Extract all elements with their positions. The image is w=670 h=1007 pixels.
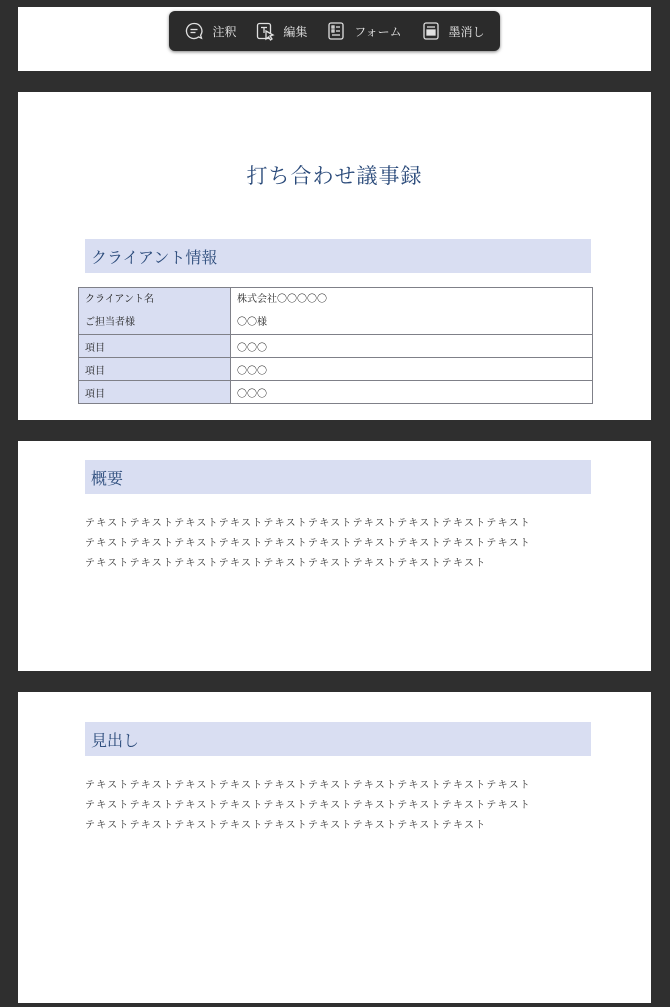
page-4: [18, 692, 651, 1003]
client-info-heading: クライアント情報: [85, 239, 591, 273]
text-line: テキストテキストテキストテキストテキストテキストテキストテキストテキスト: [85, 558, 487, 569]
text-line: テキストテキストテキストテキストテキストテキストテキストテキストテキストテキスト: [85, 518, 531, 529]
text-line: テキストテキストテキストテキストテキストテキストテキストテキストテキストテキスト: [85, 800, 531, 811]
client-name-label: クライアント名: [85, 294, 154, 305]
text-line: テキストテキストテキストテキストテキストテキストテキストテキストテキストテキスト: [85, 780, 531, 791]
table-row: [79, 358, 593, 381]
table-row: [79, 288, 593, 335]
text-line: テキストテキストテキストテキストテキストテキストテキストテキストテキストテキスト: [85, 538, 531, 549]
annotate-label: 注釈: [212, 24, 237, 39]
subheading-heading: 見出し: [85, 722, 591, 756]
item-value: 〇〇〇: [231, 335, 593, 358]
item-label: 項目: [79, 335, 231, 358]
edit-text-icon: [255, 21, 275, 41]
annotate-button[interactable]: [178, 17, 242, 45]
floating-toolbar: [169, 11, 500, 51]
item-label: 項目: [79, 381, 231, 404]
form-label: フォーム: [354, 24, 402, 39]
redact-label: 墨消し: [448, 24, 485, 39]
form-button[interactable]: [320, 17, 407, 45]
item-label: 項目: [79, 358, 231, 381]
page-3: [18, 441, 651, 671]
table-row: [79, 335, 593, 358]
table-row: [79, 381, 593, 404]
comment-icon: [184, 21, 204, 41]
form-icon: [326, 21, 346, 41]
summary-heading: 概要: [85, 460, 591, 494]
client-name-value: 株式会社〇〇〇〇〇: [237, 294, 327, 305]
contact-person-label: ご担当者様: [85, 317, 135, 328]
summary-text: [85, 514, 585, 574]
client-info-table: [78, 287, 593, 404]
redact-button[interactable]: [415, 17, 491, 45]
redact-icon: [421, 21, 441, 41]
item-value: 〇〇〇: [231, 381, 593, 404]
contact-person-value: 〇〇様: [237, 317, 267, 328]
page-2: [18, 92, 651, 420]
document-title: 打ち合わせ議事録: [246, 164, 423, 188]
item-value: 〇〇〇: [231, 358, 593, 381]
edit-label: 編集: [283, 24, 308, 39]
text-line: テキストテキストテキストテキストテキストテキストテキストテキストテキスト: [85, 820, 487, 831]
section-text: [85, 776, 585, 836]
edit-button[interactable]: [249, 17, 313, 45]
